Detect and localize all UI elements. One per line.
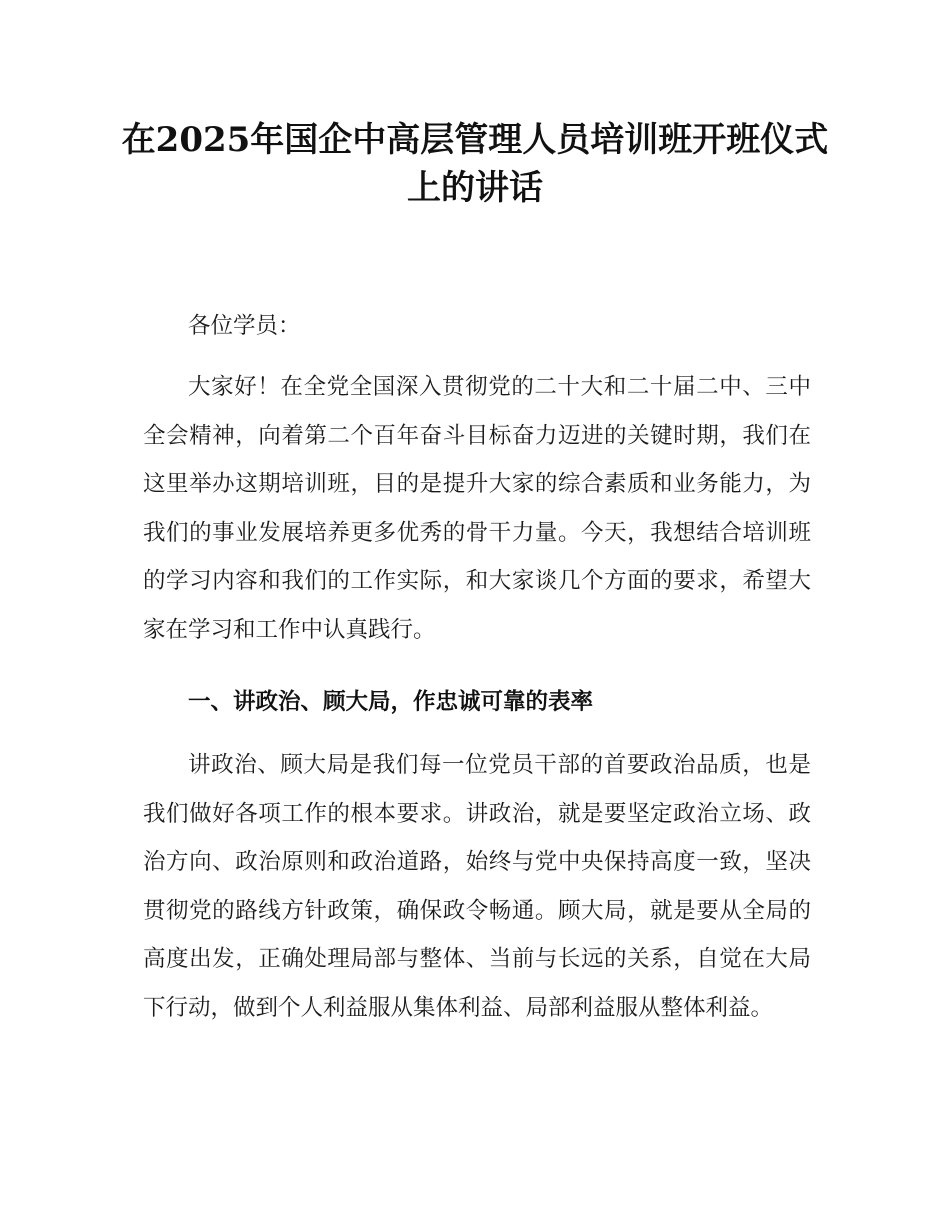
paragraph-opening: 大家好！在全党全国深入贯彻党的二十大和二十届二中、三中全会精神，向着第二个百年奋斗目标奋力迈进的关键时期，我们在这里举办这期培训班，目的是提升大家的综合素质和业务能力，为我们的事业发展培养更多优秀的骨干力量。今天，我想结合培训班的学习内容和我们的工作实际，和大家谈几个方面的要求，希望大家在学习和工作中认真践行。 (143, 374, 811, 643)
section-heading-1: 一、讲政治、顾大局，作忠诚可靠的表率 (188, 689, 594, 715)
document-title: 在2025年国企中高层管理人员培训班开班仪式上的讲话 (121, 120, 829, 208)
salutation: 各位学员： (188, 313, 301, 339)
paragraph-section-1: 讲政治、顾大局是我们每一位党员干部的首要政治品质，也是我们做好各项工作的根本要求。讲政治，就是要坚定政治立场、政治方向、政治原则和政治道路，始终与党中央保持高度一致，坚决贯彻党的路线方针政策，确保政令畅通。顾大局，就是要从全局的高度出发，正确处理局部与整体、当前与长远的关系，自觉在大局下行动，做到个人利益服从集体利益、局部利益服从整体利益。 (143, 752, 811, 1021)
